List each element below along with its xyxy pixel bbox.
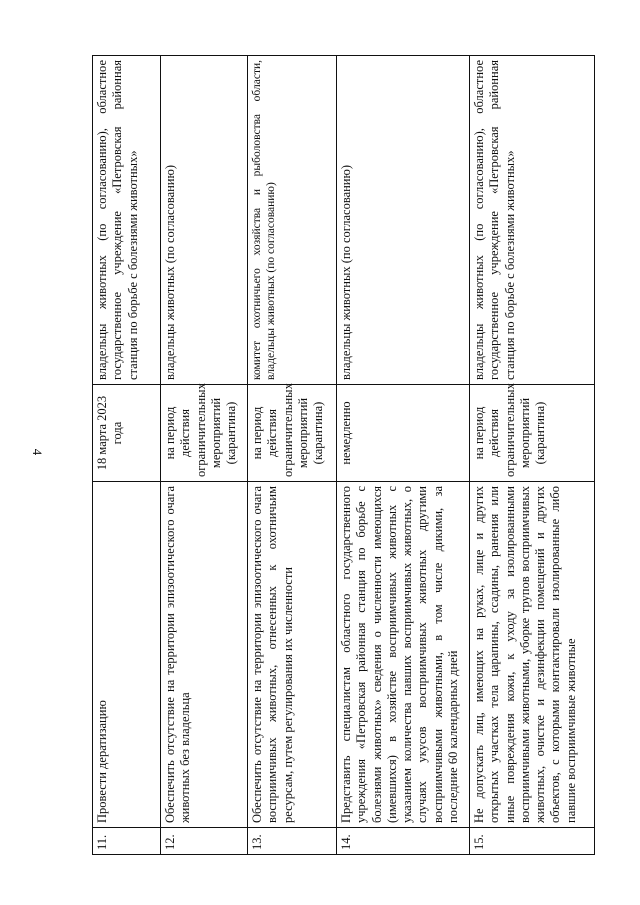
measure-text: Не допускать лиц, имеющих на руках, лице и других открытых участках тела царапины, ссадины, ранения или иные повреждения кожи, к уходу за изолированными восприимчивыми животными, уборке трупов восприимчивых животных, очистке и дезинфекции помещений и других объектов, с которыми контактировали изолированные либо павшие восприимчивые животные	[470, 482, 595, 828]
deadline: на период действия ограничительных мероприятий (карантина)	[248, 385, 337, 482]
table-row	[93, 56, 161, 855]
page-number: 4	[30, 448, 45, 456]
responsible-party: комитет охотничьего хозяйства и рыболовства области, владельцы животных (по согласованию)	[248, 56, 337, 385]
table-row	[161, 56, 248, 855]
measure-text: Обеспечить отсутствие на территории эпизоотического очага восприимчивых животных, отнесенных к охотничьим ресурсам, путем регулирования их численности	[248, 482, 337, 828]
responsible-party: владельцы животных (по согласованию)	[337, 56, 470, 385]
deadline: на период действия ограничительных мероприятий (карантина)	[470, 385, 595, 482]
deadline: немедленно	[337, 385, 470, 482]
table-row	[248, 56, 337, 855]
row-number: 12.	[161, 828, 248, 855]
deadline: 18 марта 2023 года	[93, 385, 161, 482]
rotated-table-container	[92, 55, 578, 855]
responsible-party: владельцы животных (по согласованию), областное государственное учреждение «Петровская районная станция по борьбе с болезнями животных»	[93, 56, 161, 385]
responsible-party: владельцы животных (по согласованию)	[161, 56, 248, 385]
responsible-party: владельцы животных (по согласованию), областное государственное учреждение «Петровская районная станция по борьбе с болезнями животных»	[470, 56, 595, 385]
row-number: 14.	[337, 828, 470, 855]
row-number: 15.	[470, 828, 595, 855]
measure-text: Обеспечить отсутствие на территории эпизоотического очага животных без владельца	[161, 482, 248, 828]
measure-text: Представить специалистам областного государственного учреждения «Петровская районная станция по борьбе с болезнями животных» сведения о численности имеющихся (имевшихся) в хозяйстве восприимчивых животных с указанием количества павших восприимчивых животных, о случаях укусов восприимчивых животных другими восприимчивыми животными, в том числе дикими, за последние 60 календарных дней	[337, 482, 470, 828]
deadline: на период действия ограничительных мероприятий (карантина)	[161, 385, 248, 482]
table-row	[337, 56, 470, 855]
measures-table	[92, 55, 595, 855]
table-row	[470, 56, 595, 855]
row-number: 11.	[93, 828, 161, 855]
row-number: 13.	[248, 828, 337, 855]
measure-text: Провести дератизацию	[93, 482, 161, 828]
